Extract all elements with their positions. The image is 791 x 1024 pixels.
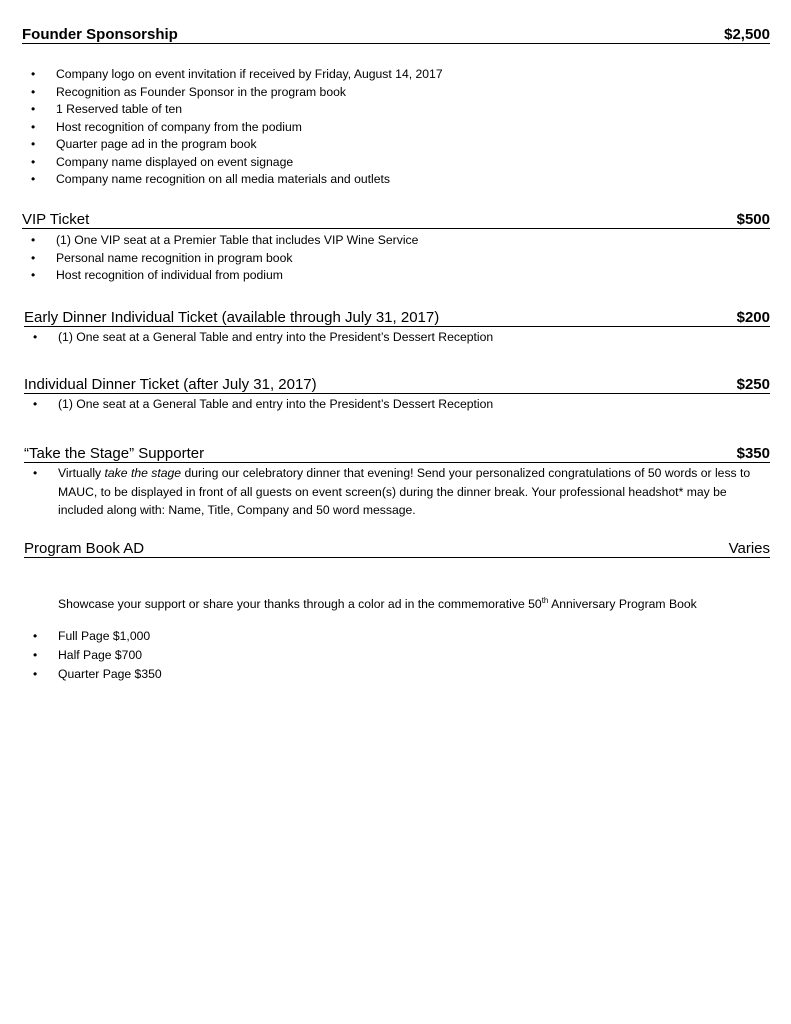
section-header (24, 540, 770, 558)
section-header (22, 26, 770, 44)
list-item: • Company name recognition on all media materials and outlets (22, 171, 770, 189)
list-item: • Host recognition of company from the podium (22, 119, 770, 137)
vip-ticket-section (22, 211, 770, 285)
program-book-note (24, 592, 770, 614)
section-title: “Take the Stage” Supporter (24, 445, 205, 462)
note-text-start: Showcase your support or share your thanks through a color ad in the commemorative 50 (58, 597, 542, 612)
item-text-start: Virtually (58, 466, 105, 480)
list-item: • Company logo on event invitation if received by Friday, August 14, 2017 (22, 66, 770, 84)
item-text-end: during our celebratory dinner that evening! Send your personalized congratulations of 50 words or less to MAUC, to be displayed in front of all guests on event screen(s) during the dinner break. Your professional headshot* may be included along with: Name, Title, Company and 50 word message. (58, 466, 751, 517)
list-item: • 1 Reserved table of ten (22, 101, 770, 119)
section-title: Early Dinner Individual Ticket (available through July 31, 2017) (24, 309, 440, 326)
section-title: Founder Sponsorship (22, 26, 178, 43)
item-emphasis: take the stage (104, 466, 182, 480)
individual-dinner-section (24, 376, 770, 414)
section-title: Individual Dinner Ticket (after July 31, 2017) (24, 376, 317, 393)
section-title: VIP Ticket (22, 211, 90, 228)
benefit-list (24, 464, 770, 520)
list-item: • (1) One seat at a General Table and entry into the President’s Dessert Reception (24, 329, 770, 347)
section-header (24, 309, 770, 327)
benefit-list (24, 396, 770, 414)
benefit-list (22, 66, 770, 189)
section-price: $200 (736, 309, 770, 326)
list-item (24, 464, 770, 520)
program-book-section (24, 540, 770, 684)
section-price: $500 (736, 211, 770, 228)
list-item: • Quarter page ad in the program book (22, 136, 770, 154)
founder-sponsorship-section (22, 26, 770, 189)
section-title: Program Book AD (24, 540, 145, 557)
list-item: • Quarter Page $350 (24, 665, 770, 684)
note-text-end: Anniversary Program Book (548, 597, 697, 612)
list-item: • (1) One VIP seat at a Premier Table that includes VIP Wine Service (22, 232, 770, 250)
ad-price-list (24, 627, 770, 684)
list-item: • Full Page $1,000 (24, 627, 770, 646)
section-header (24, 445, 770, 463)
list-item: • Recognition as Founder Sponsor in the program book (22, 84, 770, 102)
early-dinner-section (24, 309, 770, 347)
section-price: Varies (728, 540, 770, 557)
note-superscript: th (541, 596, 549, 605)
list-item: • Half Page $700 (24, 646, 770, 665)
benefit-list (24, 329, 770, 347)
section-header (24, 376, 770, 394)
list-item: • (1) One seat at a General Table and entry into the President’s Dessert Reception (24, 396, 770, 414)
take-the-stage-section (24, 445, 770, 520)
section-price: $250 (736, 376, 770, 393)
list-item: • Company name displayed on event signage (22, 154, 770, 172)
section-header (22, 211, 770, 229)
section-price: $350 (736, 445, 770, 462)
benefit-list (22, 232, 770, 285)
list-item: • Personal name recognition in program book (22, 250, 770, 268)
section-price: $2,500 (724, 26, 770, 43)
list-item: • Host recognition of individual from podium (22, 267, 770, 285)
